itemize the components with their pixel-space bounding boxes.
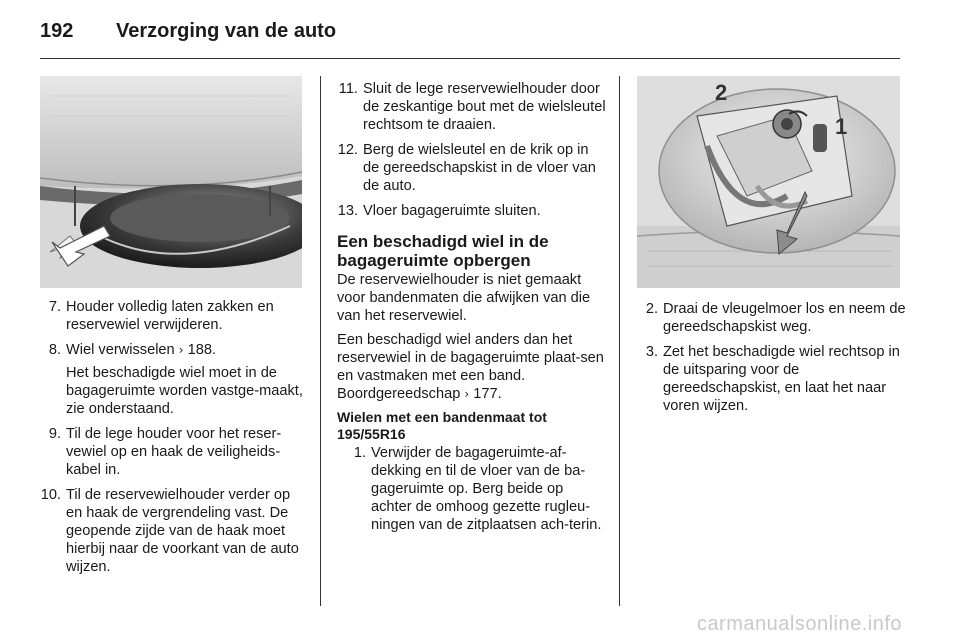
- page-reference[interactable]: 177.: [473, 386, 502, 402]
- watermark: carmanualsonline.info: [696, 613, 902, 635]
- page-title: Verzorging van de auto: [116, 20, 337, 42]
- list-item: 12. Berg de wielsleutel en de krik op in de gereedschapskist in de vloer van de auto.: [337, 142, 596, 194]
- callout-label-1: 1: [835, 114, 848, 139]
- subsection-heading: Wielen met een bandenmaat tot 195/55R16: [337, 409, 547, 442]
- column-divider-left: [320, 76, 321, 606]
- list-item: 13. Vloer bagageruimte sluiten.: [337, 203, 541, 219]
- list-item: 3. Zet het beschadigde wiel rechtsop in de uitsparing voor de gereedschapskist, en laat het naar voren wijzen.: [645, 344, 900, 414]
- list-item: 7. Houder volledig laten zakken en reservewiel verwijderen.: [48, 299, 274, 333]
- list-item: 8. Wiel verwisselen › 188. Het beschadigde wiel moet in de bagageruimte worden vastge-maakt, zie onderstaand.: [48, 342, 303, 417]
- page-reference[interactable]: 188.: [187, 342, 217, 358]
- list-item: 1. Verwijder de bagageruimte-af-dekking en til de vloer van de ba-gageruimte op. Berg beide op achter de omhoog gezette rugleu-ningen van de zitplaatsen ach-terin.: [353, 445, 602, 533]
- list-item: 11. Sluit de lege reservewielhouder door de zeskantige bout met de wielsleutel rechtsom te draaien.: [338, 81, 606, 133]
- toolkit-in-spare-wheel-well-illustration: [637, 76, 900, 288]
- spare-wheel-lowering-illustration: [40, 76, 302, 288]
- section-heading: Een beschadigd wiel in de bagageruimte opbergen: [337, 232, 549, 270]
- list-item: 9. Til de lege houder voor het reser-vewiel op en haak de veiligheids-kabel in.: [48, 426, 282, 478]
- figure-spare-wheel-lowering: [40, 76, 302, 288]
- page-reference-icon: ›: [178, 343, 184, 357]
- right-column: [637, 300, 907, 422]
- page-number: 192: [40, 20, 74, 42]
- page-header: [40, 14, 900, 58]
- list-item: 10. Til de reservewielhouder verder op en haak de vergrendeling vast. De geopende zijde van de haak moet hierbij naar de voorkant van de auto wijzen.: [40, 487, 299, 575]
- list-item: 2. Draai de vleugelmoer los en neem de gereedschapskist weg.: [645, 301, 906, 335]
- paragraph: Een beschadigd wiel anders dan het reservewiel in de bagageruimte plaat-sen en vastmaken met een band. Boordgereedschap › 177.: [337, 332, 604, 402]
- page-reference-icon: ›: [464, 387, 470, 401]
- header-divider: [40, 58, 900, 59]
- middle-column: [337, 80, 607, 541]
- figure-toolkit-well: [637, 76, 900, 288]
- paragraph: De reservewielhouder is niet gemaakt voor bandenmaten die afwijken van die van het reservewiel.: [337, 272, 591, 324]
- column-divider-right: [619, 76, 620, 606]
- left-column: [40, 298, 305, 583]
- callout-label-2: 2: [715, 80, 728, 105]
